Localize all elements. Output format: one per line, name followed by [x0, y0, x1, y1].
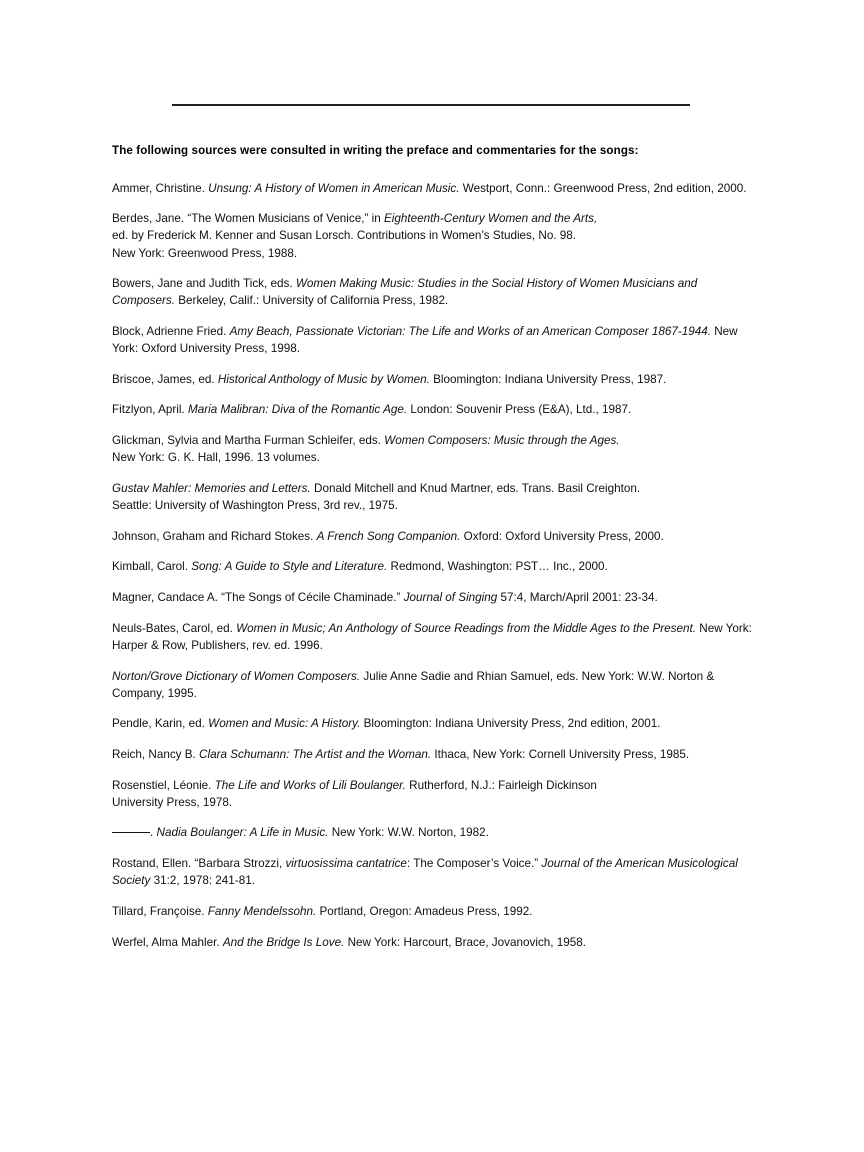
- bibliography-entry: Rosenstiel, Léonie. The Life and Works of Lili Boulanger. Rutherford, N.J.: Fairleigh Dickinson University Press, 1978.: [112, 778, 597, 809]
- bibliography-entry: Glickman, Sylvia and Martha Furman Schleifer, eds. Women Composers: Music through the Ages. New York: G. K. Hall, 1996. 13 volumes.: [112, 434, 620, 465]
- header-divider: [172, 104, 690, 106]
- bibliography-content: [112, 143, 760, 951]
- bibliography-entry: Magner, Candace A. “The Songs of Cécile Chaminade.” Journal of Singing 57:4, March/April 2001: 23-34.: [112, 591, 658, 605]
- bibliography-entry: Berdes, Jane. “The Women Musicians of Venice,” in Eighteenth-Century Women and the Arts, ed. by Frederick M. Kenner and Susan Lorsch. Contributions in Women’s Studies, No. 98. New York: Greenwood Press, 1988.: [112, 212, 598, 260]
- bibliography-list: [112, 180, 760, 951]
- bibliography-entry: Gustav Mahler: Memories and Letters. Donald Mitchell and Knud Martner, eds. Trans. Basil Creighton. Seattle: University of Washington Press, 3rd rev., 1975.: [112, 481, 641, 513]
- bibliography-entry: Werfel, Alma Mahler. And the Bridge Is Love. New York: Harcourt, Brace, Jovanovich, 1958.: [112, 935, 587, 949]
- bibliography-entry: Johnson, Graham and Richard Stokes. A French Song Companion. Oxford: Oxford University Press, 2000.: [112, 529, 664, 543]
- bibliography-entry: Norton/Grove Dictionary of Women Composers. Julie Anne Sadie and Rhian Samuel, eds. New York: W.W. Norton & Company, 1995.: [112, 669, 715, 700]
- bibliography-entry: Bowers, Jane and Judith Tick, eds. Women Making Music: Studies in the Social History of Women Musicians and Composers. Berkeley, Calif.: University of California Press, 1982.: [112, 277, 698, 308]
- page-title: The following sources were consulted in writing the preface and commentaries for the songs:: [112, 144, 639, 157]
- bibliography-entry: Rostand, Ellen. “Barbara Strozzi, virtuosissima cantatrice: The Composer’s Voice.” Journal of the American Musicological Society 31:2, 1978: 241-81.: [112, 857, 738, 888]
- bibliography-entry: Pendle, Karin, ed. Women and Music: A History. Bloomington: Indiana University Press, 2nd edition, 2001.: [112, 717, 661, 731]
- bibliography-entry: Briscoe, James, ed. Historical Anthology of Music by Women. Bloomington: Indiana University Press, 1987.: [112, 372, 667, 386]
- bibliography-entry: Kimball, Carol. Song: A Guide to Style and Literature. Redmond, Washington: PST… Inc., 2000.: [112, 560, 608, 574]
- bibliography-entry: Ammer, Christine. Unsung: A History of Women in American Music. Westport, Conn.: Greenwood Press, 2nd edition, 2000.: [112, 181, 747, 195]
- bibliography-entry: Tillard, Françoise. Fanny Mendelssohn. Portland, Oregon: Amadeus Press, 1992.: [112, 904, 533, 918]
- bibliography-entry: Block, Adrienne Fried. Amy Beach, Passionate Victorian: The Life and Works of an American Composer 1867-1944. New York: Oxford University Press, 1998.: [112, 324, 738, 356]
- bibliography-entry: Fitzlyon, April. Maria Malibran: Diva of the Romantic Age. London: Souvenir Press (E&A), Ltd., 1987.: [112, 403, 632, 417]
- bibliography-entry: Reich, Nancy B. Clara Schumann: The Artist and the Woman. Ithaca, New York: Cornell University Press, 1985.: [112, 748, 690, 762]
- bibliography-entry: . Nadia Boulanger: A Life in Music. New York: W.W. Norton, 1982.: [112, 824, 760, 841]
- horizontal-rule: [172, 104, 690, 106]
- bibliography-entry: Neuls-Bates, Carol, ed. Women in Music; An Anthology of Source Readings from the Middle Ages to the Present. New York: Harper & Row, Publishers, rev. ed. 1996.: [112, 621, 752, 652]
